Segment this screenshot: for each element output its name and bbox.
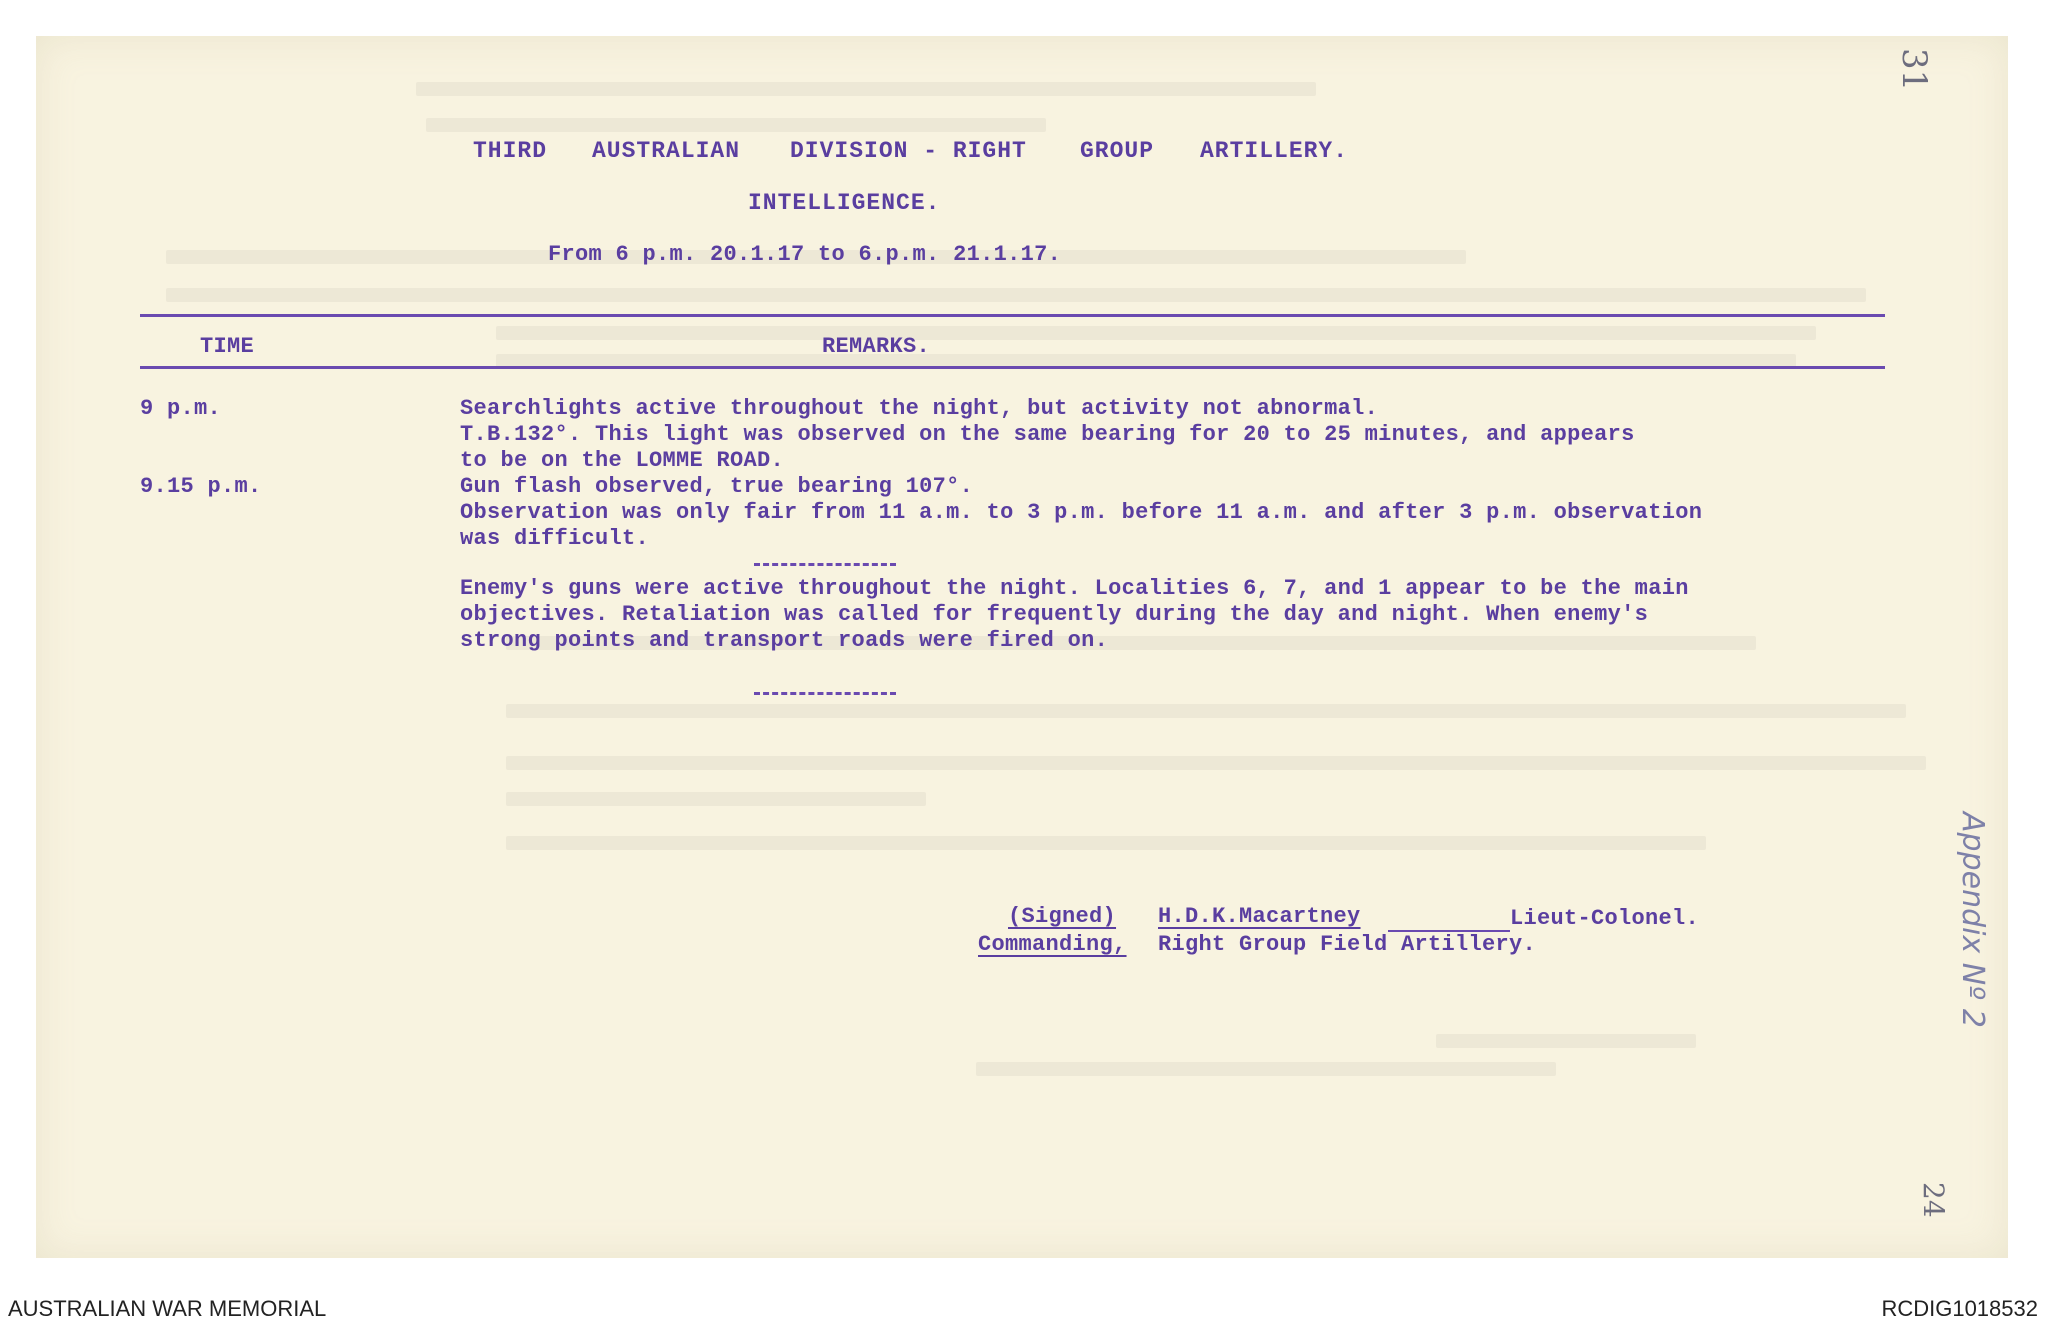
- footer-source: AUSTRALIAN WAR MEMORIAL: [8, 1296, 327, 1321]
- entry-line: Observation was only fair from 11 a.m. to 3 p.m. before 11 a.m. and after 3 p.m. observation: [460, 500, 1703, 525]
- title-word-group: GROUP: [1080, 138, 1155, 164]
- column-header-remarks: REMARKS.: [822, 334, 931, 359]
- section-divider: [754, 692, 896, 695]
- title-word-artillery: ARTILLERY.: [1200, 138, 1349, 164]
- footer-identifier: RCDIG1018532: [1881, 1296, 2038, 1321]
- table-top-rule: [140, 314, 1885, 317]
- page-number-bottom: 24: [1917, 1182, 1950, 1218]
- entry-line: Searchlights active throughout the night, but activity not abnormal.: [460, 396, 1379, 421]
- title-word-division-right: DIVISION - RIGHT: [790, 138, 1027, 164]
- unit-name: Right Group Field Artillery.: [1158, 932, 1537, 957]
- page-number-top: 31: [1894, 48, 1934, 92]
- signatory-name: H.D.K.Macartney: [1158, 904, 1361, 929]
- entry-line: to be on the LOMME ROAD.: [460, 448, 785, 473]
- entry-line: T.B.132°. This light was observed on the same bearing for 20 to 25 minutes, and appears: [460, 422, 1635, 447]
- entry-time: 9 p.m.: [140, 396, 222, 421]
- report-period: From 6 p.m. 20.1.17 to 6.p.m. 21.1.17.: [548, 242, 1062, 267]
- commanding-label: Commanding,: [978, 932, 1127, 957]
- entry-time: 9.15 p.m.: [140, 474, 262, 499]
- paragraph-line: Enemy's guns were active throughout the night. Localities 6, 7, and 1 appear to be the main: [460, 576, 1689, 601]
- signatory-rank: Lieut-Colonel.: [1510, 906, 1700, 931]
- signed-label: (Signed): [1008, 904, 1117, 929]
- column-header-time: TIME: [200, 334, 255, 359]
- appendix-annotation: Appendix Nº 2: [1955, 812, 1990, 1028]
- title-word-australian: AUSTRALIAN: [592, 138, 741, 164]
- section-divider: [754, 563, 896, 566]
- entry-line: was difficult.: [460, 526, 650, 551]
- title-word-third: THIRD: [473, 138, 548, 164]
- entry-line: Gun flash observed, true bearing 107°.: [460, 474, 974, 499]
- document-subtitle: INTELLIGENCE.: [748, 190, 941, 216]
- table-header-rule: [140, 366, 1885, 369]
- paragraph-line: strong points and transport roads were fired on.: [460, 628, 1109, 653]
- paragraph-line: objectives. Retaliation was called for frequently during the day and night. When enemy's: [460, 602, 1649, 627]
